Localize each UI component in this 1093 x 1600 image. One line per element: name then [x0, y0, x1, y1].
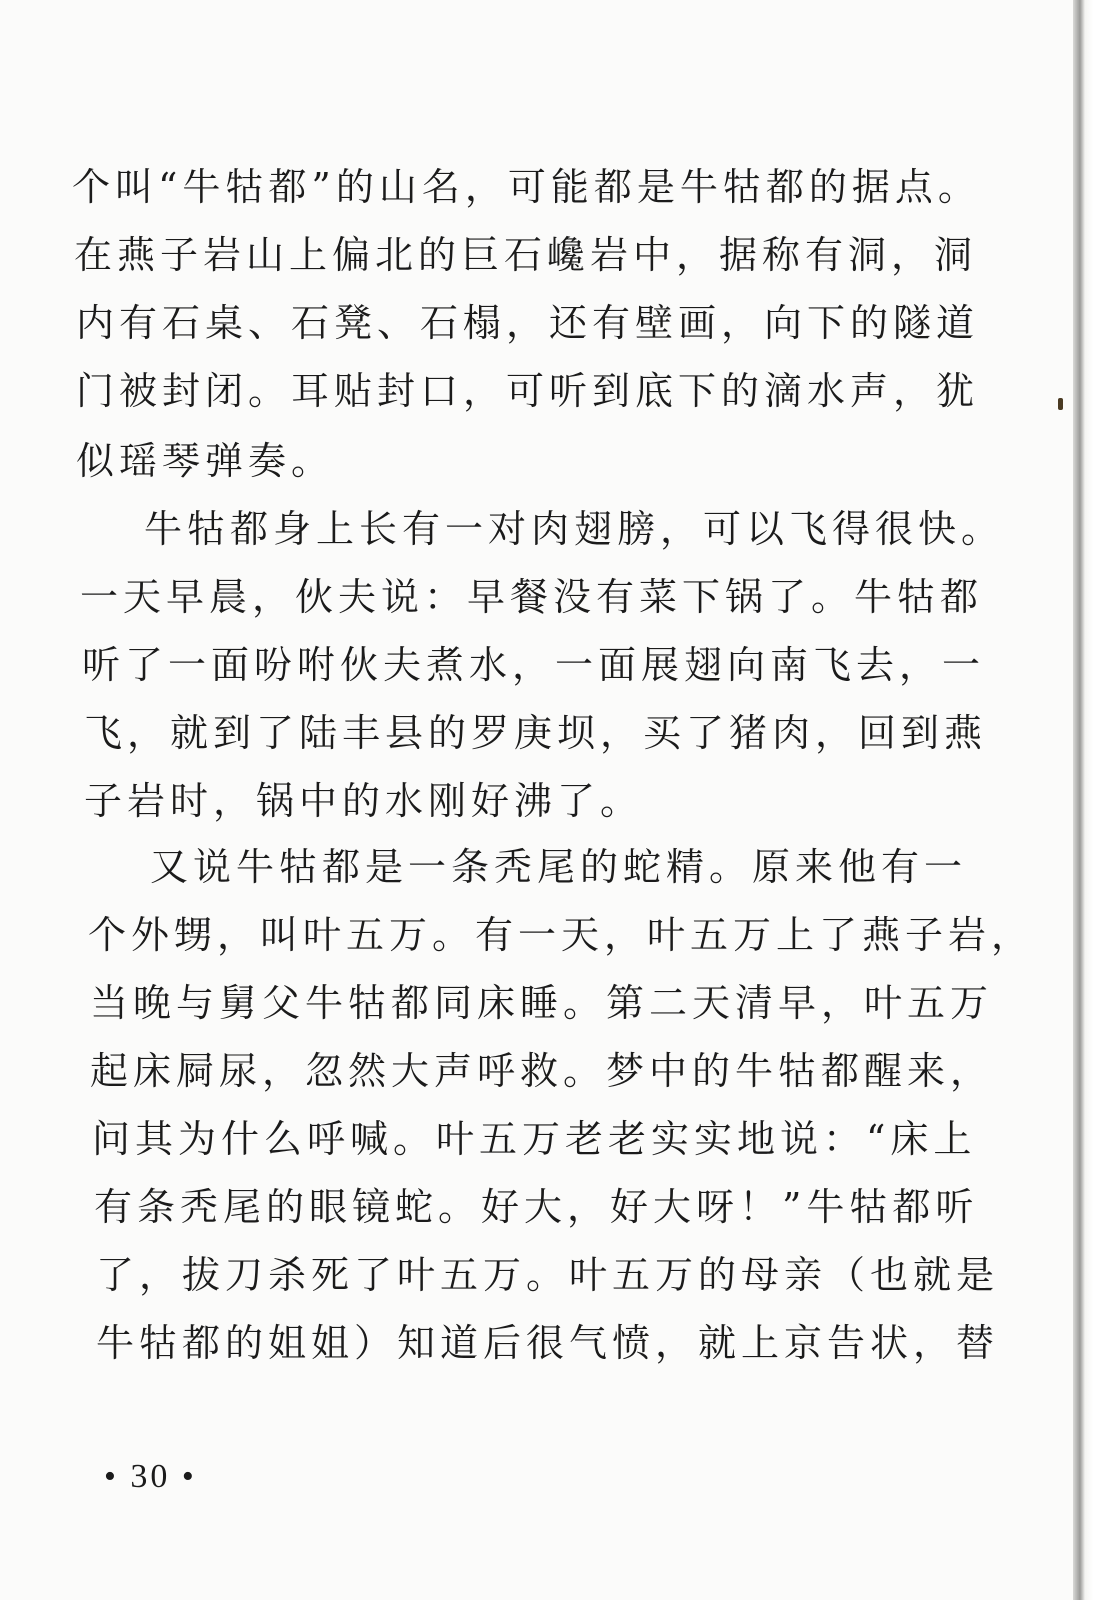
- text-line: 在燕子岩山上偏北的巨石巉岩中，据称有洞，洞: [74, 233, 978, 277]
- text-line: 似瑶琴弹奏。: [76, 439, 335, 483]
- text-line: 内有石桌、石凳、石榻，还有壁画，向下的隧道: [76, 301, 980, 345]
- text-line: 门被封闭。耳贴封口，可听到底下的滴水声，犹: [76, 369, 980, 413]
- page-number: • 30 •: [104, 1458, 197, 1495]
- text-line: 问其为什么呼喊。叶五万老老实实地说：“床上: [92, 1117, 977, 1161]
- text-line: 个叫“牛牯都”的山名，可能都是牛牯都的据点。: [72, 165, 981, 209]
- text-line: 子岩时，锅中的水刚好沸了。: [84, 779, 644, 823]
- text-line: 又说牛牯都是一条秃尾的蛇精。原来他有一: [150, 845, 968, 889]
- scan-edge-mark: [1058, 398, 1063, 410]
- scan-page-edge: [1073, 0, 1093, 1600]
- text-line: 牛牯都的姐姐）知道后很气愤，就上京告状，替: [96, 1321, 1000, 1365]
- text-line: 了，拔刀杀死了叶五万。叶五万的母亲（也就是: [96, 1253, 1000, 1297]
- text-line: 听了一面吩咐伙夫煮水，一面展翅向南飞去，一: [82, 643, 986, 687]
- text-line: 当晚与舅父牛牯都同床睡。第二天清早，叶五万: [90, 981, 994, 1025]
- text-line: 牛牯都身上长有一对肉翅膀，可以飞得很快。: [144, 507, 1005, 551]
- text-line: 一天早晨，伙夫说：早餐没有菜下锅了。牛牯都: [80, 575, 984, 619]
- text-line: 飞，就到了陆丰县的罗庚坝，买了猪肉，回到燕: [84, 711, 988, 755]
- text-line: 有条秃尾的眼镜蛇。好大，好大呀！”牛牯都听: [94, 1185, 979, 1229]
- text-line: 个外甥，叫叶五万。有一天，叶五万上了燕子岩，: [88, 913, 1035, 957]
- text-line: 起床屙尿，忽然大声呼救。梦中的牛牯都醒来，: [90, 1049, 994, 1093]
